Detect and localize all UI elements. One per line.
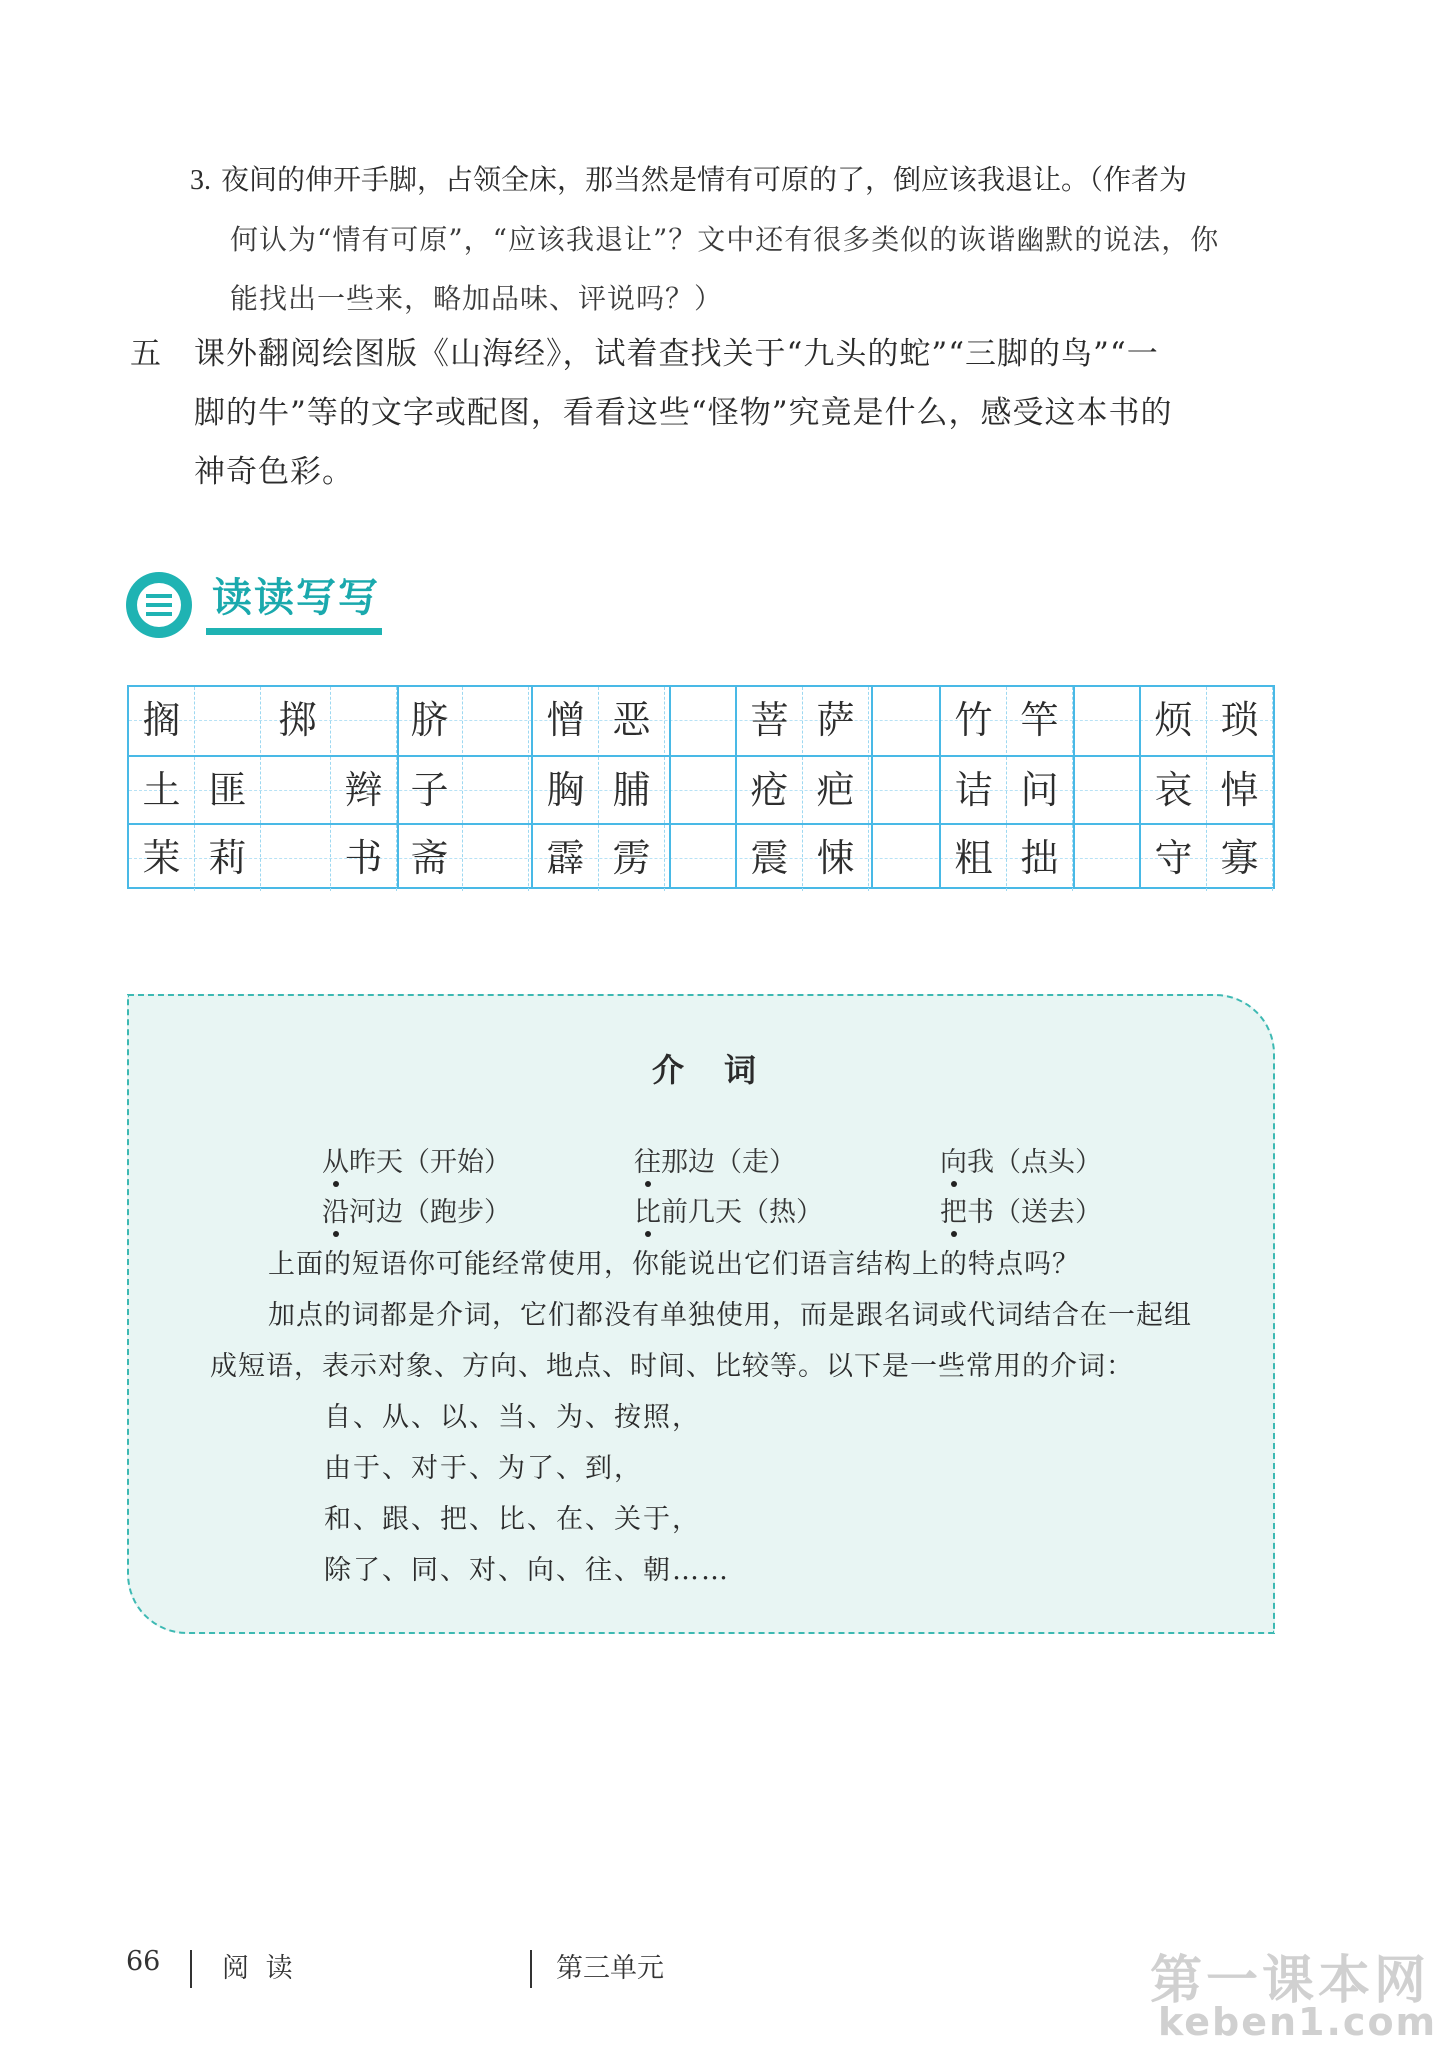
grid-cell: 雳 [599,825,665,891]
grid-cell: 诘 [941,757,1007,823]
grid-cell [195,687,261,753]
grid-cell: 萨 [803,687,869,753]
grid-cell: 辫 [331,757,397,823]
grid-cell: 脯 [599,757,665,823]
icon-bar [146,594,172,598]
grid-cell [463,757,529,823]
grid-cell: 震 [737,825,803,891]
grid-group-divider [1139,687,1141,887]
grid-group-divider [735,687,737,887]
exercise-label: 五 [130,336,162,372]
grid-cell: 脐 [397,687,463,753]
watermark-url: keben1.com [1158,2000,1438,2044]
footer-divider [190,1950,192,1988]
question-3 [190,150,1270,328]
concept-question: 上面的短语你可能经常使用，你能说出它们语言结构上的特点吗？ [268,1249,1080,1280]
question-3-line-2: 何认为“情有可原”，“应该我退让”？文中还有很多类似的诙谐幽默的说法，你 [230,223,1220,256]
exercise-line-1: 课外翻阅绘图版《山海经》，试着查找关于“九头的蛇”“三脚的鸟”“一 [194,336,1159,372]
grid-cell: 烦 [1141,687,1207,753]
exercise-five [130,325,1280,502]
grid-cell: 疮 [737,757,803,823]
grid-cell: 霹 [533,825,599,891]
example-phrase: 往那边（走） [634,1147,796,1178]
grid-cell: 莉 [195,825,261,891]
preposition-list-line: 除了、同、对、向、往、朝…… [324,1555,730,1586]
grid-cell: 搁 [129,687,195,753]
preposition: 把 [940,1197,967,1228]
grid-cell: 竹 [941,687,1007,753]
concept-explain-line-2: 成短语，表示对象、方向、地点、时间、比较等。以下是一些常用的介词： [210,1351,1134,1382]
grid-row-1 [129,687,1273,753]
grid-cell [463,825,529,891]
preposition-list-line: 自、从、以、当、为、按照， [324,1402,701,1433]
grid-cell: 琐 [1207,687,1273,753]
grid-cell: 竿 [1007,687,1073,753]
concept-box-title: 介词 [651,1051,796,1089]
section-three-icon [126,572,192,638]
section-title: 读读写写 [212,575,380,621]
grid-cell: 匪 [195,757,261,823]
grid-cell: 恶 [599,687,665,753]
grid-cell: 掷 [265,687,331,753]
grid-cell: 憎 [533,687,599,753]
preposition: 往 [634,1147,661,1178]
grid-cell: 斋 [397,825,463,891]
grid-cell [463,687,529,753]
grid-cell [265,825,331,891]
grid-cell: 寡 [1207,825,1273,891]
icon-bar [146,603,172,607]
grid-group-divider [939,687,941,887]
grid-cell: 悼 [1207,757,1273,823]
grid-group-divider [669,687,671,887]
concept-explain-line-1: 加点的词都是介词，它们都没有单独使用，而是跟名词或代词结合在一起组 [268,1300,1192,1331]
page-number: 66 [126,1946,161,1977]
section-title-underline [206,628,382,635]
section-icon-inner [137,583,181,627]
word-grid [127,685,1275,889]
example-phrase: 比前几天（热） [634,1197,823,1228]
grid-cell: 拙 [1007,825,1073,891]
grid-cell: 哀 [1141,757,1207,823]
grid-cell: 茉 [129,825,195,891]
grid-cell: 问 [1007,757,1073,823]
preposition-list-line: 和、跟、把、比、在、关于， [324,1504,701,1535]
icon-bar [146,612,172,616]
grid-cell: 粗 [941,825,1007,891]
footer-unit: 第三单元 [556,1953,664,1984]
grid-cell: 疤 [803,757,869,823]
preposition-list-line: 由于、对于、为了、到， [324,1453,643,1484]
grid-cell: 土 [129,757,195,823]
grid-cell: 菩 [737,687,803,753]
footer-divider [530,1950,532,1988]
example-phrase: 向我（点头） [940,1147,1102,1178]
question-3-line-3: 能找出一些来，略加品味、评说吗？） [230,282,724,315]
example-phrase: 把书（送去） [940,1197,1102,1228]
grid-cell [265,757,331,823]
grid-row-2 [129,755,1273,823]
preposition: 向 [940,1147,967,1178]
preposition: 沿 [322,1197,349,1228]
grid-cell: 胸 [533,757,599,823]
grid-group-divider [531,687,533,887]
grid-cell: 悚 [803,825,869,891]
grid-group-divider [1073,687,1075,887]
exercise-text [194,325,1280,502]
question-3-line-1: 3. 夜间的伸开手脚，占领全床，那当然是情有可原的了，倒应该我退让。（作者为 [190,163,1188,196]
exercise-line-2: 脚的牛”等的文字或配图，看看这些“怪物”究竟是什么，感受这本书的 [194,395,1173,431]
grid-cell [331,687,397,753]
example-phrase: 从昨天（开始） [322,1147,511,1178]
grid-row-3 [129,823,1273,891]
grid-group-divider [871,687,873,887]
question-number: 3. [190,165,211,196]
example-phrase: 沿河边（跑步） [322,1197,511,1228]
grid-group-divider [397,687,399,887]
watermark-title: 第一课本网 [1150,1951,1431,2011]
grid-cell: 子 [397,757,463,823]
exercise-line-3: 神奇色彩。 [194,454,354,490]
grid-cell: 守 [1141,825,1207,891]
preposition: 比 [634,1197,661,1228]
grid-cell: 书 [331,825,397,891]
footer-section: 阅 读 [222,1953,297,1984]
preposition: 从 [322,1147,349,1178]
